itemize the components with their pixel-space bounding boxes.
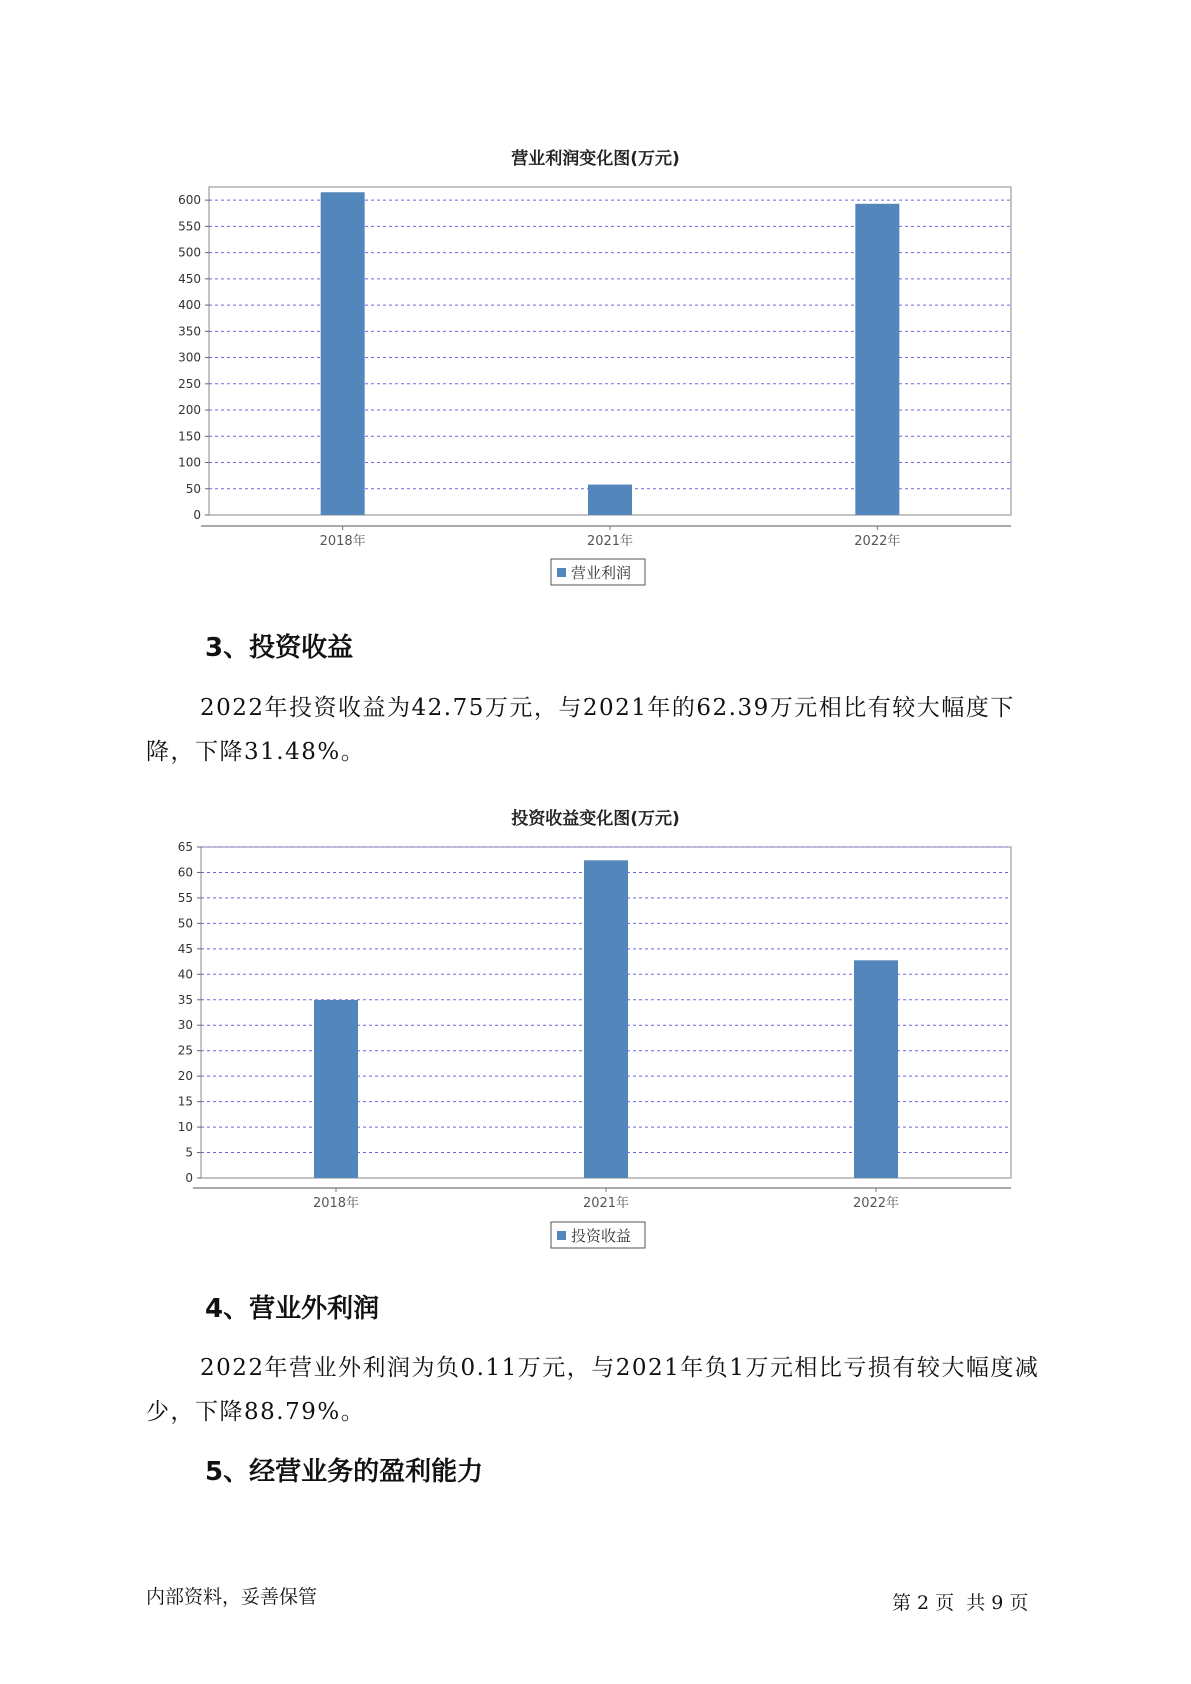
- x-tick-label: 2021年: [582, 1196, 630, 1211]
- y-tick-label: 0: [193, 508, 201, 522]
- chart1-title: 营业利润变化图(万元): [511, 149, 680, 169]
- y-tick-label: 0: [185, 1171, 193, 1185]
- x-tick-label: 2018年: [319, 534, 366, 549]
- section-4-heading: 4、营业外利润: [205, 1294, 380, 1324]
- y-tick-label: 500: [178, 245, 201, 260]
- y-tick-label: 10: [177, 1120, 193, 1135]
- x-tick-label: 2021年: [586, 534, 634, 549]
- x-tick-label: 2018年: [312, 1196, 360, 1211]
- bar: [584, 860, 628, 1178]
- chart2-title: 投资收益变化图(万元): [511, 809, 680, 829]
- y-tick-label: 35: [177, 992, 193, 1007]
- section-5-heading: 5、经营业务的盈利能力: [205, 1457, 484, 1487]
- y-tick-label: 350: [178, 324, 201, 339]
- footer-confidential-note: 内部资料，妥善保管: [146, 1586, 318, 1608]
- y-tick-label: 5: [185, 1145, 193, 1160]
- y-tick-label: 550: [178, 219, 201, 234]
- y-tick-label: 25: [177, 1043, 193, 1058]
- legend-label: 投资收益: [571, 1227, 632, 1245]
- y-tick-label: 50: [177, 916, 193, 931]
- footer-page-number: 第 2 页 共 9 页: [892, 1592, 1029, 1614]
- x-tick-label: 2022年: [852, 1196, 900, 1211]
- y-tick-label: 45: [177, 941, 193, 956]
- bar: [854, 960, 898, 1178]
- legend-swatch: [557, 1231, 566, 1240]
- y-tick-label: 250: [178, 376, 201, 391]
- bar: [314, 1000, 358, 1178]
- legend-label: 营业利润: [571, 564, 632, 582]
- y-tick-label: 100: [178, 455, 201, 470]
- y-tick-label: 50: [185, 481, 201, 496]
- y-tick-label: 60: [177, 865, 193, 880]
- y-tick-label: 40: [177, 967, 193, 982]
- y-tick-label: 20: [177, 1069, 193, 1084]
- y-tick-label: 30: [177, 1018, 193, 1033]
- y-tick-label: 15: [177, 1094, 193, 1109]
- y-tick-label: 150: [178, 429, 201, 444]
- y-tick-label: 65: [177, 840, 193, 854]
- y-tick-label: 450: [178, 271, 201, 286]
- x-tick-label: 2022年: [854, 534, 901, 549]
- section-4-paragraph: 2022年营业外利润为负0.11万元，与2021年负1万元相比亏损有较大幅度减少，下降88.79%。: [146, 1355, 1040, 1425]
- y-tick-label: 600: [178, 193, 201, 208]
- y-tick-label: 400: [178, 298, 201, 313]
- section-3-paragraph: 2022年投资收益为42.75万元，与2021年的62.39万元相比有较大幅度下降，下降31.48%。: [146, 695, 1015, 765]
- section-3-heading: 3、投资收益: [205, 633, 354, 663]
- y-tick-label: 300: [178, 350, 201, 365]
- y-tick-label: 55: [177, 890, 193, 905]
- y-tick-label: 200: [178, 403, 201, 418]
